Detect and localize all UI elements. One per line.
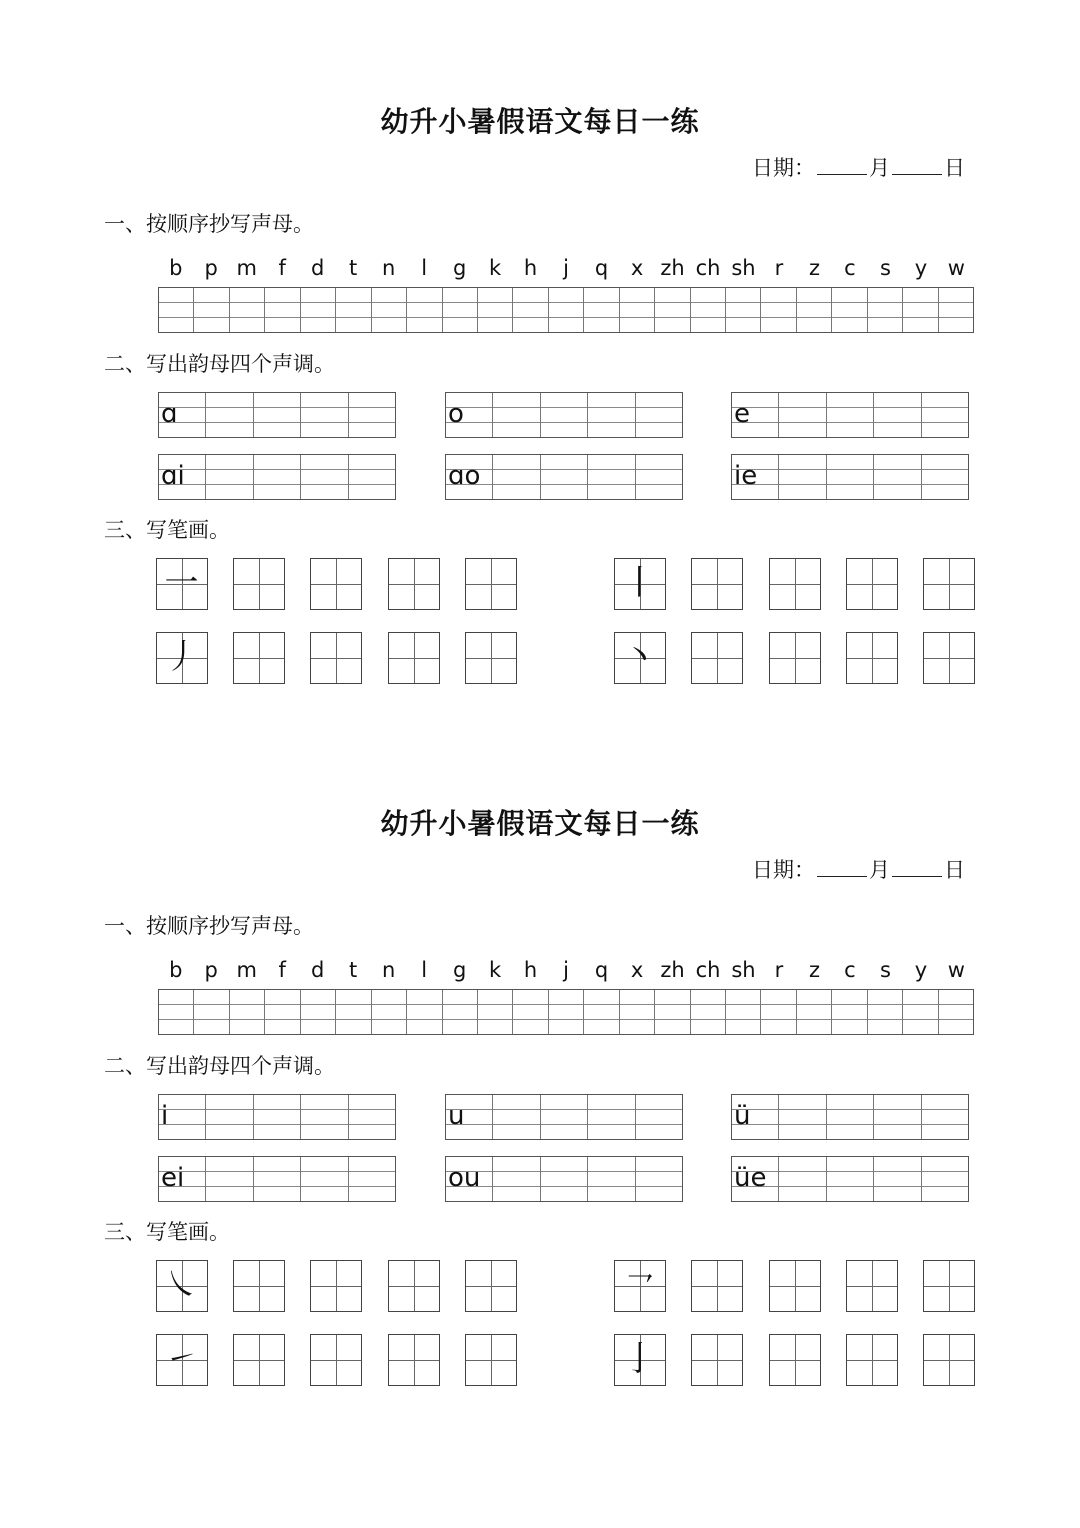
practice-box[interactable] xyxy=(691,1334,743,1386)
section-heading-strokes: 三、写笔画。 xyxy=(104,1220,230,1244)
practice-box[interactable] xyxy=(465,1334,517,1386)
practice-box[interactable] xyxy=(769,632,821,684)
writing-cell[interactable] xyxy=(230,990,265,1034)
initial-letter: h xyxy=(523,256,538,280)
initial-letter: n xyxy=(381,256,396,280)
section-heading-strokes: 三、写笔画。 xyxy=(104,518,230,542)
writing-cell[interactable] xyxy=(726,288,761,332)
writing-cell[interactable] xyxy=(230,288,265,332)
initials-writing-grid[interactable] xyxy=(158,989,974,1035)
writing-cell[interactable] xyxy=(549,990,584,1034)
writing-cell[interactable] xyxy=(655,990,690,1034)
writing-cell[interactable] xyxy=(620,288,655,332)
practice-box[interactable] xyxy=(388,558,440,610)
initial-letter: f xyxy=(278,256,286,280)
practice-box[interactable] xyxy=(769,1334,821,1386)
writing-cell[interactable] xyxy=(478,288,513,332)
initial-letter: d xyxy=(311,256,325,280)
initial-letter: r xyxy=(774,256,784,280)
day-label: 日 xyxy=(944,858,965,882)
stroke-example-box xyxy=(614,558,666,610)
initial-letter: c xyxy=(844,256,856,280)
practice-box[interactable] xyxy=(923,1334,975,1386)
final-writing-box[interactable] xyxy=(731,1094,969,1140)
initial-letter: s xyxy=(879,958,891,982)
initial-letter: ch xyxy=(695,256,721,280)
initial-letter: z xyxy=(808,958,820,982)
initial-letter: zh xyxy=(660,958,685,982)
initial-letter: w xyxy=(947,958,965,982)
writing-cell[interactable] xyxy=(372,288,407,332)
writing-cell[interactable] xyxy=(513,288,548,332)
practice-box[interactable] xyxy=(769,1260,821,1312)
initial-letter: f xyxy=(278,958,286,982)
writing-cell[interactable] xyxy=(372,990,407,1034)
final-label: ɑi xyxy=(161,461,185,491)
month-label: 月 xyxy=(869,156,890,180)
initial-letter: s xyxy=(879,256,891,280)
writing-cell[interactable] xyxy=(159,990,194,1034)
writing-cell[interactable] xyxy=(584,990,619,1034)
initial-letter: b xyxy=(169,256,183,280)
initial-letter: t xyxy=(349,958,358,982)
writing-cell[interactable] xyxy=(549,288,584,332)
initial-letter: z xyxy=(808,256,820,280)
practice-box[interactable] xyxy=(388,632,440,684)
final-label: i xyxy=(161,1101,169,1131)
writing-cell[interactable] xyxy=(194,990,229,1034)
writing-cell[interactable] xyxy=(407,990,442,1034)
stroke-glyph: 丨 xyxy=(622,563,657,603)
writing-cell[interactable] xyxy=(868,288,903,332)
section-heading-finals: 二、写出韵母四个声调。 xyxy=(104,352,335,376)
practice-box[interactable] xyxy=(923,1260,975,1312)
writing-cell[interactable] xyxy=(868,990,903,1034)
practice-box[interactable] xyxy=(846,1334,898,1386)
writing-cell[interactable] xyxy=(903,288,938,332)
final-writing-box[interactable] xyxy=(158,454,396,500)
final-label: e xyxy=(734,399,750,429)
final-writing-box[interactable] xyxy=(731,454,969,500)
writing-cell[interactable] xyxy=(336,288,371,332)
writing-cell[interactable] xyxy=(478,990,513,1034)
initial-letter: g xyxy=(452,958,467,982)
month-blank[interactable] xyxy=(817,156,867,175)
practice-box[interactable] xyxy=(465,632,517,684)
stroke-example-box xyxy=(156,1334,208,1386)
writing-cell[interactable] xyxy=(761,288,796,332)
practice-box[interactable] xyxy=(310,632,362,684)
initial-letter: w xyxy=(947,256,965,280)
final-label: ɑo xyxy=(448,461,481,491)
page-title: 幼升小暑假语文每日一练 xyxy=(380,105,700,138)
practice-box[interactable] xyxy=(310,558,362,610)
writing-cell[interactable] xyxy=(691,288,726,332)
initial-letter: q xyxy=(594,256,609,280)
initial-letter: m xyxy=(236,958,257,982)
stroke-example-box xyxy=(614,632,666,684)
worksheet-1 xyxy=(0,0,1080,700)
day-blank[interactable] xyxy=(892,156,942,175)
writing-cell[interactable] xyxy=(691,990,726,1034)
practice-box[interactable] xyxy=(769,558,821,610)
initial-letter: t xyxy=(349,256,358,280)
initials-writing-grid[interactable] xyxy=(158,287,974,333)
final-writing-box[interactable] xyxy=(731,1156,969,1202)
month-label: 月 xyxy=(869,858,890,882)
stroke-example-box xyxy=(614,1334,666,1386)
initial-letter: j xyxy=(563,256,569,280)
initial-letter: p xyxy=(204,256,218,280)
final-writing-box[interactable] xyxy=(158,1094,396,1140)
initial-letter: d xyxy=(311,958,325,982)
practice-box[interactable] xyxy=(233,1334,285,1386)
practice-box[interactable] xyxy=(233,558,285,610)
initial-letter: n xyxy=(381,958,396,982)
final-label: üe xyxy=(734,1163,767,1193)
practice-box[interactable] xyxy=(846,1260,898,1312)
stroke-glyph: ㇀ xyxy=(164,1339,199,1379)
stroke-glyph: 丶 xyxy=(622,637,657,677)
initial-letter: b xyxy=(169,958,183,982)
initial-letter: sh xyxy=(731,958,756,982)
writing-cell[interactable] xyxy=(832,288,867,332)
final-writing-box[interactable] xyxy=(445,392,683,438)
stroke-example-box xyxy=(156,632,208,684)
practice-box[interactable] xyxy=(691,558,743,610)
stroke-glyph: 一 xyxy=(164,563,199,603)
initial-letter: k xyxy=(489,958,502,982)
writing-cell[interactable] xyxy=(301,990,336,1034)
practice-box[interactable] xyxy=(691,1260,743,1312)
stroke-glyph: ㇏ xyxy=(164,1265,199,1305)
initials-row xyxy=(158,256,974,280)
final-label: ɑ xyxy=(161,399,178,429)
initial-letter: h xyxy=(523,958,538,982)
initial-letter: l xyxy=(421,958,428,982)
writing-cell[interactable] xyxy=(903,990,938,1034)
initial-letter: m xyxy=(236,256,257,280)
worksheet-2 xyxy=(0,702,1080,1402)
practice-box[interactable] xyxy=(846,632,898,684)
practice-box[interactable] xyxy=(233,1260,285,1312)
section-heading-initials: 一、按顺序抄写声母。 xyxy=(104,914,314,938)
final-writing-box[interactable] xyxy=(445,454,683,500)
practice-box[interactable] xyxy=(310,1260,362,1312)
month-blank[interactable] xyxy=(817,858,867,877)
final-label: u xyxy=(448,1101,465,1131)
stroke-example-box xyxy=(156,558,208,610)
writing-cell[interactable] xyxy=(620,990,655,1034)
final-writing-box[interactable] xyxy=(445,1156,683,1202)
practice-box[interactable] xyxy=(923,558,975,610)
practice-box[interactable] xyxy=(310,1334,362,1386)
initial-letter: zh xyxy=(660,256,685,280)
date-line xyxy=(752,854,965,884)
writing-cell[interactable] xyxy=(584,288,619,332)
final-writing-box[interactable] xyxy=(731,392,969,438)
final-writing-box[interactable] xyxy=(158,1156,396,1202)
writing-cell[interactable] xyxy=(159,288,194,332)
initial-letter: k xyxy=(489,256,502,280)
writing-cell[interactable] xyxy=(301,288,336,332)
writing-cell[interactable] xyxy=(797,990,832,1034)
section-heading-initials: 一、按顺序抄写声母。 xyxy=(104,212,314,236)
writing-cell[interactable] xyxy=(832,990,867,1034)
practice-box[interactable] xyxy=(388,1334,440,1386)
initial-letter: ch xyxy=(695,958,721,982)
initial-letter: x xyxy=(630,958,644,982)
initial-letter: q xyxy=(594,958,609,982)
day-blank[interactable] xyxy=(892,858,942,877)
page-title: 幼升小暑假语文每日一练 xyxy=(380,807,700,840)
final-label: ou xyxy=(448,1163,481,1193)
final-label: ü xyxy=(734,1101,751,1131)
writing-cell[interactable] xyxy=(407,288,442,332)
writing-cell[interactable] xyxy=(761,990,796,1034)
writing-cell[interactable] xyxy=(336,990,371,1034)
final-writing-box[interactable] xyxy=(445,1094,683,1140)
writing-cell[interactable] xyxy=(939,288,973,332)
final-label: ei xyxy=(161,1163,185,1193)
writing-cell[interactable] xyxy=(194,288,229,332)
writing-cell[interactable] xyxy=(265,990,300,1034)
initial-letter: x xyxy=(630,256,644,280)
practice-box[interactable] xyxy=(846,558,898,610)
final-writing-box[interactable] xyxy=(158,392,396,438)
stroke-glyph: 丿 xyxy=(164,637,199,677)
stroke-example-box xyxy=(156,1260,208,1312)
writing-cell[interactable] xyxy=(655,288,690,332)
writing-cell[interactable] xyxy=(726,990,761,1034)
writing-cell[interactable] xyxy=(939,990,973,1034)
stroke-example-box xyxy=(614,1260,666,1312)
practice-box[interactable] xyxy=(233,632,285,684)
date-label: 日期： xyxy=(752,156,815,180)
initial-letter: c xyxy=(844,958,856,982)
initial-letter: p xyxy=(204,958,218,982)
practice-box[interactable] xyxy=(691,632,743,684)
final-label: ie xyxy=(734,461,758,491)
writing-cell[interactable] xyxy=(443,990,478,1034)
initial-letter: sh xyxy=(731,256,756,280)
initial-letter: j xyxy=(563,958,569,982)
initials-row xyxy=(158,958,974,982)
section-heading-finals: 二、写出韵母四个声调。 xyxy=(104,1054,335,1078)
writing-cell[interactable] xyxy=(513,990,548,1034)
day-label: 日 xyxy=(944,156,965,180)
date-line xyxy=(752,152,965,182)
date-label: 日期： xyxy=(752,858,815,882)
final-label: o xyxy=(448,399,464,429)
writing-cell[interactable] xyxy=(265,288,300,332)
initial-letter: g xyxy=(452,256,467,280)
practice-box[interactable] xyxy=(465,558,517,610)
initial-letter: y xyxy=(914,958,928,982)
practice-box[interactable] xyxy=(923,632,975,684)
writing-cell[interactable] xyxy=(797,288,832,332)
initial-letter: l xyxy=(421,256,428,280)
initial-letter: y xyxy=(914,256,928,280)
stroke-glyph: ㇖ xyxy=(622,1265,657,1305)
stroke-glyph: 亅 xyxy=(622,1339,657,1379)
writing-cell[interactable] xyxy=(443,288,478,332)
practice-box[interactable] xyxy=(388,1260,440,1312)
practice-box[interactable] xyxy=(465,1260,517,1312)
initial-letter: r xyxy=(774,958,784,982)
